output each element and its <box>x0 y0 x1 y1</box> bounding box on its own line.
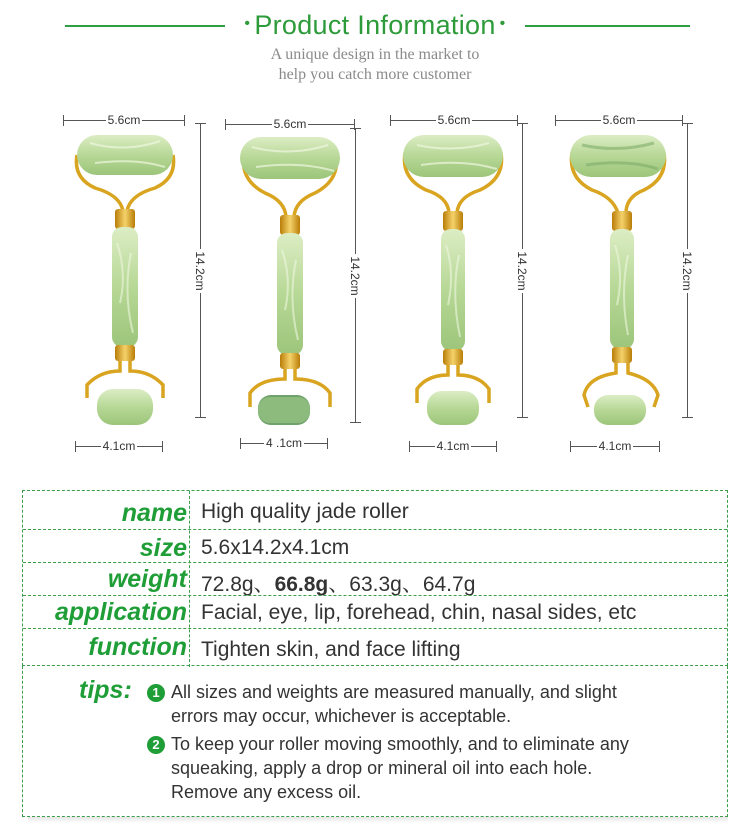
width-label: 5.6cm <box>273 117 307 131</box>
weight-part: 、63.3g、64.7g <box>328 573 476 596</box>
roller-2 <box>220 95 400 465</box>
spec-key: name <box>121 499 187 527</box>
spec-table <box>22 490 728 666</box>
spec-row-size <box>23 529 727 562</box>
width-dimension <box>390 113 518 127</box>
small-roller-label: 4.1cm <box>102 439 136 453</box>
header <box>0 0 750 95</box>
tip-2-line-2: squeaking, apply a drop or mineral oil into each hole. <box>171 758 593 778</box>
spec-row-name <box>23 491 727 529</box>
tip-number-1-icon: 1 <box>147 684 165 702</box>
spec-value: Tighten skin, and face lifting <box>201 638 461 661</box>
width-dimension <box>63 113 185 127</box>
spec-row-function <box>23 628 727 667</box>
tips-section <box>22 666 728 817</box>
small-roller-label: 4.1cm <box>598 439 632 453</box>
tip-2-line-3: Remove any excess oil. <box>171 782 362 802</box>
small-roller-dimension <box>240 436 328 450</box>
small-roller-dimension <box>75 439 163 453</box>
height-dimension <box>515 123 529 418</box>
height-label: 14.2cm <box>515 250 529 291</box>
subtitle-line-1: A unique design in the market to <box>270 46 480 63</box>
spec-key: weight <box>107 565 187 593</box>
tip-1-line-2: errors may occur, whichever is acceptable. <box>171 706 512 726</box>
page-title-text: Product Information <box>254 10 496 40</box>
small-roller-label: 4.1cm <box>436 439 470 453</box>
subtitle-line-2: help you catch more customer <box>278 66 472 83</box>
width-label: 5.6cm <box>602 113 636 127</box>
title-dot-left: • <box>244 14 251 32</box>
height-label: 14.2cm <box>193 250 207 291</box>
width-label: 5.6cm <box>107 113 141 127</box>
roller-gallery <box>0 95 750 465</box>
tips-label: tips: <box>79 676 132 704</box>
roller-4 <box>550 95 730 465</box>
spec-value: High quality jade roller <box>201 500 409 523</box>
spec-row-weight <box>23 562 727 595</box>
spec-value: 5.6x14.2x4.1cm <box>201 536 350 559</box>
jade-roller-image <box>65 133 195 433</box>
tip-2-line-1: To keep your roller moving smoothly, and to eliminate any <box>171 734 629 754</box>
width-dimension <box>225 117 355 131</box>
spec-key: application <box>55 598 187 626</box>
tip-number-2-icon: 2 <box>147 736 165 754</box>
title-dot-right: • <box>499 14 506 32</box>
height-dimension <box>680 123 694 418</box>
jade-roller-image <box>393 133 523 433</box>
height-dimension <box>348 128 362 423</box>
jade-roller-image <box>558 133 688 433</box>
spec-key: function <box>88 633 187 661</box>
spec-row-application <box>23 595 727 628</box>
spec-value: Facial, eye, lip, forehead, chin, nasal sides, etc <box>201 601 637 624</box>
spec-value <box>201 568 475 598</box>
width-dimension <box>555 113 683 127</box>
small-roller-dimension <box>409 439 497 453</box>
roller-3 <box>385 95 565 465</box>
weight-part: 72.8g、 <box>201 573 275 596</box>
height-dimension <box>193 123 207 418</box>
small-roller-label: 4 .1cm <box>265 436 302 450</box>
jade-roller-image <box>230 135 360 435</box>
roller-1 <box>55 95 235 465</box>
height-label: 14.2cm <box>680 250 694 291</box>
page-title <box>0 10 750 41</box>
height-label: 14.2cm <box>348 255 362 296</box>
weight-part-bold: 66.8g <box>274 573 329 596</box>
tip-1-line-1: All sizes and weights are measured manually, and slight <box>171 682 617 702</box>
width-label: 5.6cm <box>437 113 471 127</box>
spec-key: size <box>139 534 187 562</box>
bottom-shadow <box>28 817 728 823</box>
small-roller-dimension <box>570 439 660 453</box>
